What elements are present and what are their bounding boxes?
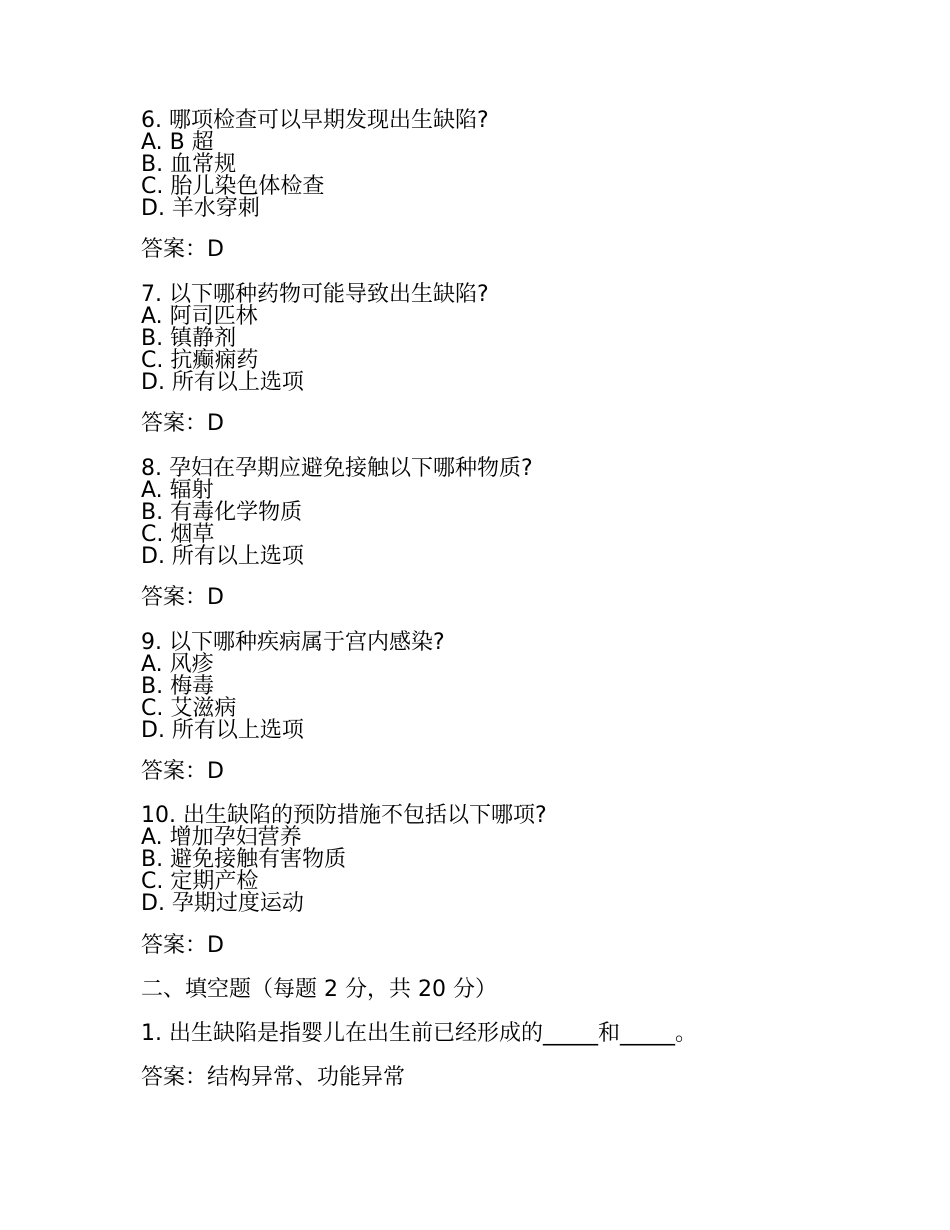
option-b: B. 避免接触有害物质 xyxy=(141,847,347,872)
section-heading: 二、填空题（每题 2 分，共 20 分） xyxy=(141,977,497,1002)
question-title: 8. 孕妇在孕期应避免接触以下哪种物质? xyxy=(141,456,533,481)
option-b: B. 镇静剂 xyxy=(141,326,237,351)
option-d: D. 所有以上选项 xyxy=(141,370,304,395)
option-b: B. 血常规 xyxy=(141,152,237,177)
question-6 xyxy=(141,110,489,220)
option-a: A. 增加孕妇营养 xyxy=(141,825,302,850)
option-d: D. 所有以上选项 xyxy=(141,544,304,569)
question-8 xyxy=(141,458,533,568)
option-c: C. 胎儿染色体检查 xyxy=(141,174,325,199)
option-b: B. 梅毒 xyxy=(141,674,215,699)
option-d: D. 羊水穿刺 xyxy=(141,196,260,221)
answer-9: 答案：D xyxy=(141,759,224,784)
answer-8: 答案：D xyxy=(141,585,224,610)
answer-10: 答案：D xyxy=(141,933,224,958)
option-b: B. 有毒化学物质 xyxy=(141,500,303,525)
option-c: C. 抗癫痫药 xyxy=(141,348,259,373)
question-10 xyxy=(141,805,547,915)
question-9 xyxy=(141,632,445,742)
option-c: C. 烟草 xyxy=(141,522,215,547)
option-a: A. B 超 xyxy=(141,130,214,155)
option-d: D. 孕期过度运动 xyxy=(141,891,304,916)
option-d: D. 所有以上选项 xyxy=(141,718,304,743)
option-c: C. 定期产检 xyxy=(141,869,259,894)
option-a: A. 阿司匹林 xyxy=(141,304,258,329)
question-title: 7. 以下哪种药物可能导致出生缺陷? xyxy=(141,282,489,307)
fill-in-answer-1: 答案：结构异常、功能异常 xyxy=(141,1065,406,1090)
option-a: A. 风疹 xyxy=(141,652,214,677)
answer-7: 答案：D xyxy=(141,411,224,436)
option-c: C. 艾滋病 xyxy=(141,696,237,721)
fill-in-question-1: 1. 出生缺陷是指婴儿在出生前已经形成的_____和_____。 xyxy=(141,1021,697,1046)
question-title: 10. 出生缺陷的预防措施不包括以下哪项? xyxy=(141,803,547,828)
question-title: 6. 哪项检查可以早期发现出生缺陷? xyxy=(141,108,489,133)
answer-6: 答案：D xyxy=(141,237,224,262)
option-a: A. 辐射 xyxy=(141,478,214,503)
question-title: 9. 以下哪种疾病属于宫内感染? xyxy=(141,630,445,655)
question-7 xyxy=(141,284,489,394)
